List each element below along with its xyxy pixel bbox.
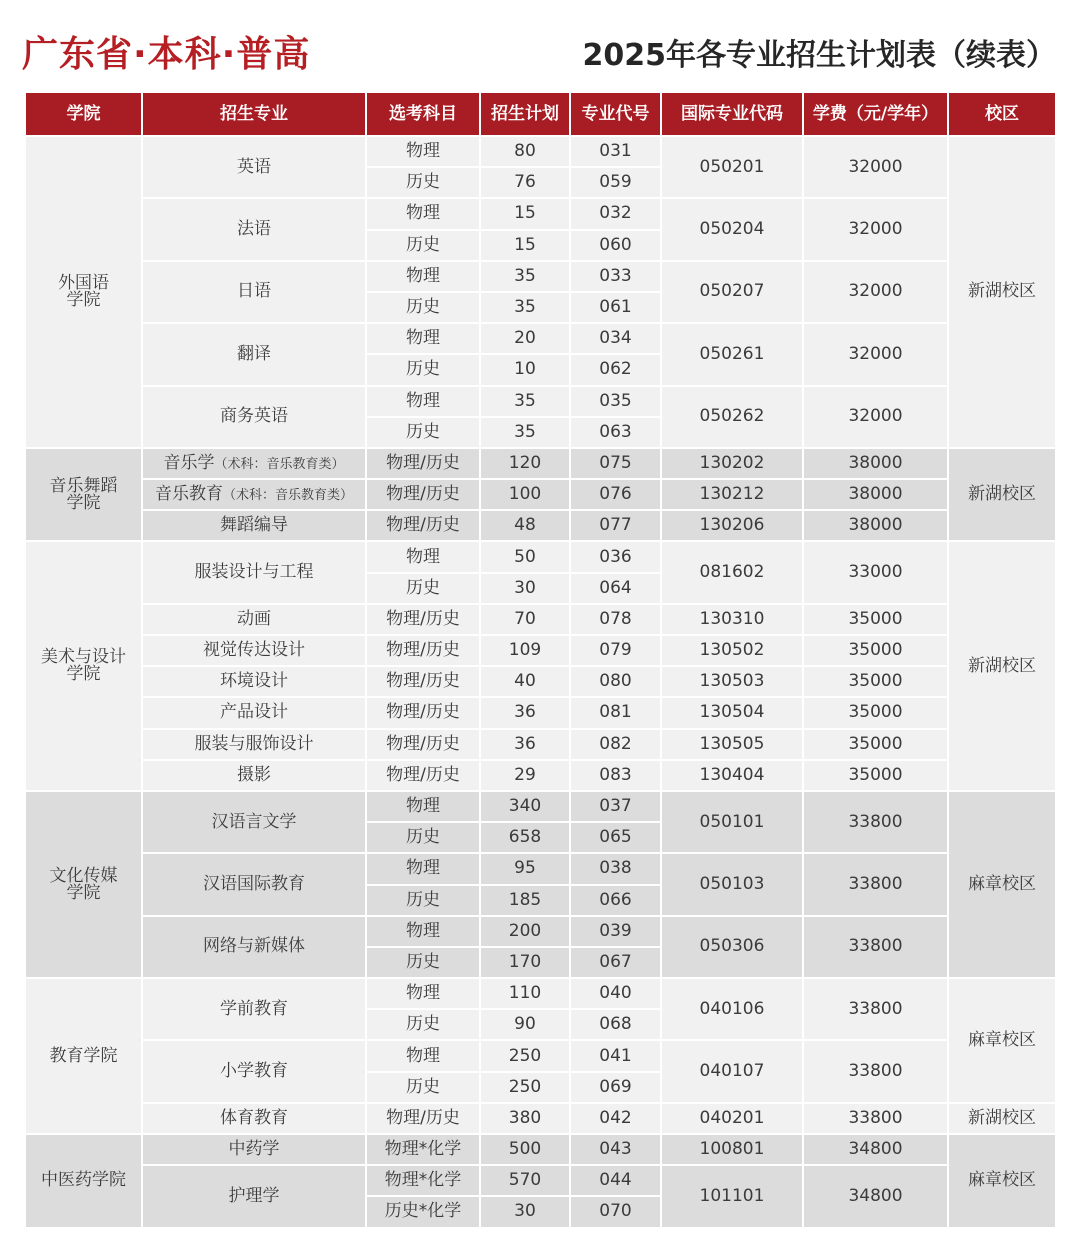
intl-code-cell: 050201 [661, 136, 803, 198]
plan-cell: 110 [480, 978, 570, 1009]
plan-cell: 36 [480, 729, 570, 760]
major-name: 学前教育 [142, 978, 366, 1040]
table-row [25, 697, 1056, 728]
header-major: 招生专业 [142, 92, 366, 136]
major-name: 服装与服饰设计 [142, 729, 366, 760]
major-code-cell: 035 [570, 386, 661, 417]
tuition-cell: 33800 [803, 791, 948, 853]
major-code-cell: 076 [570, 479, 661, 510]
subject-cell: 物理 [366, 261, 480, 292]
campus-cell: 麻章校区 [948, 1134, 1056, 1228]
campus-cell: 新湖校区 [948, 136, 1056, 448]
subject-cell: 历史 [366, 822, 480, 853]
subject-cell: 物理 [366, 386, 480, 417]
subject-cell: 物理*化学 [366, 1165, 480, 1196]
plan-cell: 35 [480, 386, 570, 417]
college-name: 学院 [66, 882, 101, 903]
college-cell [25, 136, 142, 448]
major-code-cell: 065 [570, 822, 661, 853]
campus-cell: 新湖校区 [948, 1103, 1056, 1134]
major-code-cell: 078 [570, 604, 661, 635]
tuition-cell: 32000 [803, 136, 948, 198]
header-plan: 招生计划 [480, 92, 570, 136]
major-code-cell: 064 [570, 573, 661, 604]
major-name: 摄影 [142, 760, 366, 791]
plan-cell: 15 [480, 230, 570, 261]
intl-code-cell: 050207 [661, 261, 803, 323]
major-code-cell: 039 [570, 916, 661, 947]
table-row [25, 541, 1056, 572]
intl-code-cell: 130404 [661, 760, 803, 791]
subject-cell: 历史 [366, 354, 480, 385]
plan-cell: 200 [480, 916, 570, 947]
major-code-cell: 037 [570, 791, 661, 822]
table-row [25, 635, 1056, 666]
plan-cell: 250 [480, 1072, 570, 1103]
major-name: 体育教育 [142, 1103, 366, 1134]
major-name: 音乐教育 [154, 484, 223, 505]
major-code-cell: 042 [570, 1103, 661, 1134]
major-code-cell: 069 [570, 1072, 661, 1103]
intl-code-cell: 050261 [661, 323, 803, 385]
subject-cell: 物理/历史 [366, 635, 480, 666]
subject-cell: 历史 [366, 167, 480, 198]
major-code-cell: 036 [570, 541, 661, 572]
major-code-cell: 079 [570, 635, 661, 666]
plan-cell: 30 [480, 573, 570, 604]
plan-cell: 35 [480, 417, 570, 448]
major-name: 小学教育 [142, 1040, 366, 1102]
tuition-cell: 32000 [803, 198, 948, 260]
major-note: （术科：音乐教育类） [214, 456, 345, 472]
tuition-cell: 38000 [803, 510, 948, 541]
major-code-cell: 066 [570, 885, 661, 916]
subject-cell: 历史 [366, 292, 480, 323]
tuition-cell: 38000 [803, 479, 948, 510]
subject-cell: 物理/历史 [366, 510, 480, 541]
plan-cell: 170 [480, 947, 570, 978]
table-row [25, 323, 1056, 354]
major-code-cell: 068 [570, 1009, 661, 1040]
subject-cell: 物理 [366, 323, 480, 354]
intl-code-cell: 040106 [661, 978, 803, 1040]
plan-cell: 35 [480, 292, 570, 323]
table-row [25, 916, 1056, 947]
plan-cell: 15 [480, 198, 570, 229]
subject-cell: 物理 [366, 198, 480, 229]
intl-code-cell: 040107 [661, 1040, 803, 1102]
plan-cell: 70 [480, 604, 570, 635]
college-name: 外国语 [58, 272, 109, 293]
tuition-cell: 35000 [803, 697, 948, 728]
tuition-cell: 35000 [803, 604, 948, 635]
tuition-cell: 32000 [803, 261, 948, 323]
major-name: 中药学 [142, 1134, 366, 1165]
tuition-cell: 38000 [803, 448, 948, 479]
table-row [25, 1134, 1056, 1165]
major-code-cell: 034 [570, 323, 661, 354]
plan-cell: 120 [480, 448, 570, 479]
plan-cell: 100 [480, 479, 570, 510]
subject-cell: 物理/历史 [366, 1103, 480, 1134]
major-name: 翻译 [142, 323, 366, 385]
college-cell [25, 791, 142, 978]
table-row [25, 729, 1056, 760]
major-code-cell: 043 [570, 1134, 661, 1165]
intl-code-cell: 130502 [661, 635, 803, 666]
intl-code-cell: 130503 [661, 666, 803, 697]
tuition-cell: 33800 [803, 978, 948, 1040]
plan-cell: 30 [480, 1196, 570, 1227]
table-row [25, 760, 1056, 791]
major-code-cell: 077 [570, 510, 661, 541]
college-name: 美术与设计 [41, 647, 126, 668]
major-name: 音乐学 [163, 452, 215, 473]
table-row [25, 1040, 1056, 1071]
table-row [25, 666, 1056, 697]
subject-cell: 物理 [366, 916, 480, 947]
subject-cell: 历史*化学 [366, 1196, 480, 1227]
header-college: 学院 [25, 92, 142, 136]
college-cell: 教育学院 [25, 978, 142, 1134]
campus-cell: 新湖校区 [948, 448, 1056, 542]
subject-cell: 物理/历史 [366, 729, 480, 760]
intl-code-cell: 130212 [661, 479, 803, 510]
header-subject: 选考科目 [366, 92, 480, 136]
tuition-cell: 34800 [803, 1165, 948, 1227]
table-row [25, 261, 1056, 292]
intl-code-cell: 040201 [661, 1103, 803, 1134]
table-row [25, 386, 1056, 417]
intl-code-cell: 130310 [661, 604, 803, 635]
major-code-cell: 033 [570, 261, 661, 292]
header-campus: 校区 [948, 92, 1056, 136]
header-major-code: 专业代号 [570, 92, 661, 136]
brand-title: 广东省·本科·普高 [22, 34, 311, 75]
intl-code-cell: 050204 [661, 198, 803, 260]
intl-code-cell: 081602 [661, 541, 803, 603]
header-tuition: 学费（元/学年） [803, 92, 948, 136]
subject-cell: 历史 [366, 230, 480, 261]
college-name: 学院 [66, 664, 101, 685]
subject-cell: 物理/历史 [366, 604, 480, 635]
major-code-cell: 044 [570, 1165, 661, 1196]
major-code-cell: 062 [570, 354, 661, 385]
intl-code-cell: 130206 [661, 510, 803, 541]
plan-cell: 40 [480, 666, 570, 697]
college-name: 学院 [66, 289, 101, 310]
plan-cell: 340 [480, 791, 570, 822]
subject-cell: 历史 [366, 417, 480, 448]
intl-code-cell: 100801 [661, 1134, 803, 1165]
subject-cell: 物理*化学 [366, 1134, 480, 1165]
table-row [25, 136, 1056, 167]
tuition-cell: 33800 [803, 1103, 948, 1134]
plan-cell: 109 [480, 635, 570, 666]
major-code-cell: 075 [570, 448, 661, 479]
college-cell [25, 541, 142, 791]
plan-cell: 250 [480, 1040, 570, 1071]
major-name: 日语 [142, 261, 366, 323]
tuition-cell: 32000 [803, 323, 948, 385]
header-intl-code: 国际专业代码 [661, 92, 803, 136]
tuition-cell: 32000 [803, 386, 948, 448]
plan-cell: 76 [480, 167, 570, 198]
college-name: 音乐舞蹈 [49, 475, 118, 496]
table-row [25, 198, 1056, 229]
subject-cell: 物理 [366, 791, 480, 822]
table-row [25, 479, 1056, 510]
major-code-cell: 038 [570, 853, 661, 884]
major-code-cell: 060 [570, 230, 661, 261]
table-row [25, 791, 1056, 822]
plan-cell: 36 [480, 697, 570, 728]
table-row [25, 1165, 1056, 1196]
subject-cell: 物理 [366, 853, 480, 884]
plan-cell: 80 [480, 136, 570, 167]
table-row [25, 604, 1056, 635]
major-code-cell: 080 [570, 666, 661, 697]
plan-cell: 500 [480, 1134, 570, 1165]
plan-cell: 35 [480, 261, 570, 292]
intl-code-cell: 130505 [661, 729, 803, 760]
college-name: 学院 [66, 492, 101, 513]
major-name: 法语 [142, 198, 366, 260]
tuition-cell: 34800 [803, 1134, 948, 1165]
major-name-cell [142, 479, 366, 510]
tuition-cell: 35000 [803, 729, 948, 760]
subject-cell: 物理 [366, 978, 480, 1009]
intl-code-cell: 050306 [661, 916, 803, 978]
table-row [25, 510, 1056, 541]
major-name: 网络与新媒体 [142, 916, 366, 978]
subject-cell: 物理/历史 [366, 697, 480, 728]
major-name: 汉语国际教育 [142, 853, 366, 915]
subject-cell: 物理 [366, 136, 480, 167]
college-cell [25, 448, 142, 542]
plan-cell: 48 [480, 510, 570, 541]
table-row [25, 978, 1056, 1009]
college-name: 文化传媒 [49, 865, 118, 886]
plan-cell: 90 [480, 1009, 570, 1040]
subject-cell: 物理 [366, 1040, 480, 1071]
tuition-cell: 33800 [803, 916, 948, 978]
table-row [25, 853, 1056, 884]
major-name: 服装设计与工程 [142, 541, 366, 603]
major-name: 英语 [142, 136, 366, 198]
table-row [25, 1103, 1056, 1134]
major-name: 环境设计 [142, 666, 366, 697]
plan-cell: 29 [480, 760, 570, 791]
plan-cell: 50 [480, 541, 570, 572]
intl-code-cell: 130504 [661, 697, 803, 728]
major-name: 护理学 [142, 1165, 366, 1227]
subject-cell: 物理/历史 [366, 448, 480, 479]
subject-cell: 物理/历史 [366, 479, 480, 510]
intl-code-cell: 050103 [661, 853, 803, 915]
campus-cell: 麻章校区 [948, 978, 1056, 1103]
plan-cell: 10 [480, 354, 570, 385]
table-row [25, 448, 1056, 479]
major-code-cell: 059 [570, 167, 661, 198]
major-name: 视觉传达设计 [142, 635, 366, 666]
major-name-cell [142, 448, 366, 479]
major-code-cell: 032 [570, 198, 661, 229]
tuition-cell: 35000 [803, 760, 948, 791]
intl-code-cell: 101101 [661, 1165, 803, 1227]
major-code-cell: 067 [570, 947, 661, 978]
tuition-cell: 33800 [803, 853, 948, 915]
major-code-cell: 063 [570, 417, 661, 448]
major-note: （术科：音乐教育类） [222, 488, 353, 504]
table-header-row [25, 92, 1056, 136]
intl-code-cell: 130202 [661, 448, 803, 479]
plan-cell: 185 [480, 885, 570, 916]
tuition-cell: 33800 [803, 1040, 948, 1102]
page-title: 2025年各专业招生计划表（续表） [582, 38, 1056, 73]
college-cell: 中医药学院 [25, 1134, 142, 1228]
major-code-cell: 070 [570, 1196, 661, 1227]
tuition-cell: 33000 [803, 541, 948, 603]
subject-cell: 历史 [366, 947, 480, 978]
plan-cell: 20 [480, 323, 570, 354]
major-code-cell: 083 [570, 760, 661, 791]
tuition-cell: 35000 [803, 666, 948, 697]
major-code-cell: 040 [570, 978, 661, 1009]
plan-cell: 380 [480, 1103, 570, 1134]
plan-cell: 570 [480, 1165, 570, 1196]
tuition-cell: 35000 [803, 635, 948, 666]
subject-cell: 物理/历史 [366, 666, 480, 697]
major-name: 产品设计 [142, 697, 366, 728]
intl-code-cell: 050262 [661, 386, 803, 448]
subject-cell: 历史 [366, 1009, 480, 1040]
major-name: 商务英语 [142, 386, 366, 448]
subject-cell: 历史 [366, 885, 480, 916]
major-name: 舞蹈编导 [142, 510, 366, 541]
campus-cell: 新湖校区 [948, 541, 1056, 791]
major-code-cell: 061 [570, 292, 661, 323]
subject-cell: 历史 [366, 1072, 480, 1103]
major-name: 动画 [142, 604, 366, 635]
subject-cell: 物理 [366, 541, 480, 572]
major-code-cell: 041 [570, 1040, 661, 1071]
plan-cell: 658 [480, 822, 570, 853]
enrollment-plan-table [24, 91, 1057, 1229]
major-code-cell: 082 [570, 729, 661, 760]
subject-cell: 物理/历史 [366, 760, 480, 791]
campus-cell: 麻章校区 [948, 791, 1056, 978]
major-name: 汉语言文学 [142, 791, 366, 853]
subject-cell: 历史 [366, 573, 480, 604]
major-code-cell: 031 [570, 136, 661, 167]
plan-cell: 95 [480, 853, 570, 884]
major-code-cell: 081 [570, 697, 661, 728]
intl-code-cell: 050101 [661, 791, 803, 853]
